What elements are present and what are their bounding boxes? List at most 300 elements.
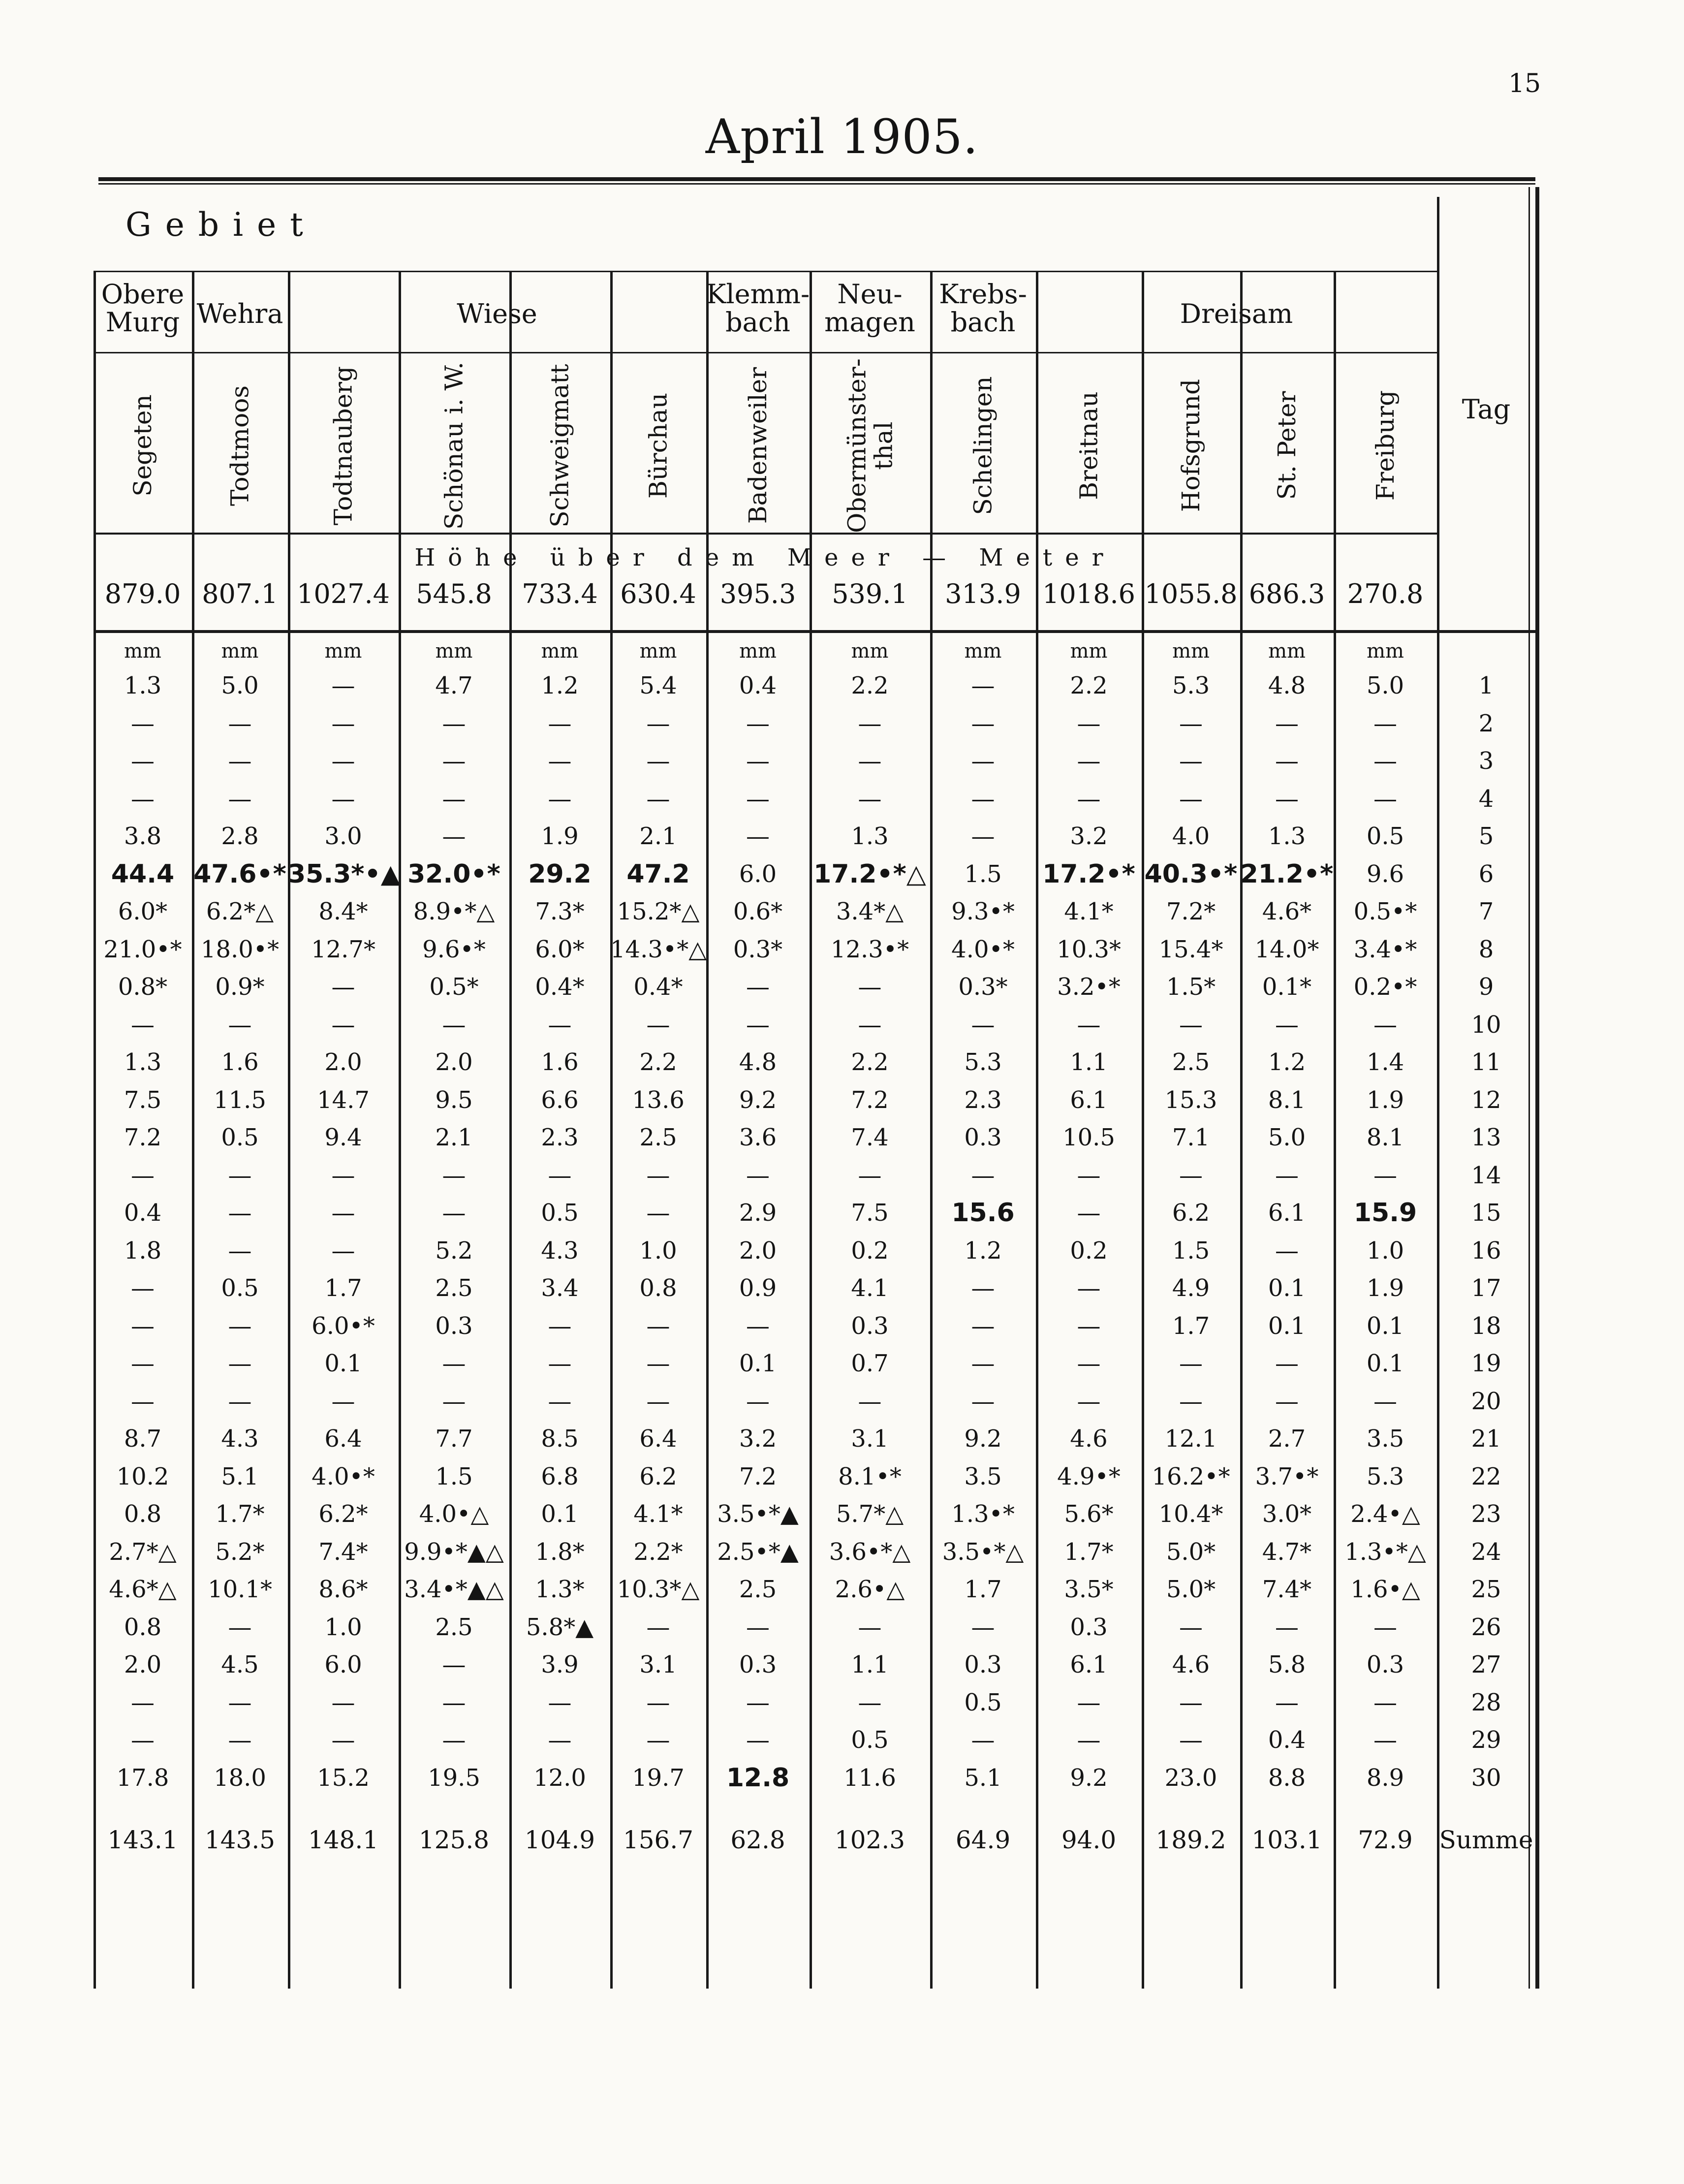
cell-value: — (646, 1688, 670, 1716)
table-row (94, 1609, 1535, 1646)
cell-value: 0.3 (435, 1312, 473, 1340)
cell-value: — (1373, 1726, 1397, 1754)
unit-label: mm (541, 640, 579, 663)
cell-value: — (746, 1011, 770, 1039)
day-number: 24 (1471, 1538, 1501, 1566)
cell-value: 2.0 (435, 1048, 473, 1076)
cell-value: 2.5 (1172, 1048, 1210, 1076)
cell-value: 5.6* (1064, 1500, 1114, 1528)
cell-value: 1.3 (1268, 823, 1306, 850)
cell-value: 6.0* (535, 935, 585, 963)
cell-value: 47.6•* (193, 859, 286, 889)
day-number: 1 (1478, 672, 1494, 699)
cell-value: 1.6 (221, 1048, 259, 1076)
cell-value: — (858, 1011, 882, 1039)
cell-value: 9.3•* (951, 898, 1015, 925)
cell-value: — (228, 1199, 252, 1227)
cell-value: 9.6•* (422, 935, 486, 963)
cell-value: 1.8 (124, 1236, 162, 1265)
cell-value: 6.6 (541, 1086, 579, 1114)
cell-value: — (971, 1312, 995, 1340)
column-rule (1036, 271, 1038, 1989)
day-number: 29 (1471, 1726, 1501, 1754)
cell-value: — (858, 785, 882, 813)
cell-value: 4.0•△ (419, 1500, 489, 1528)
cell-value: 15.9 (1353, 1198, 1417, 1228)
cell-value: — (646, 1312, 670, 1340)
cell-value: — (331, 1011, 355, 1039)
cell-value: — (1373, 709, 1397, 737)
cell-value: — (971, 823, 995, 850)
hoehe-label: Höhe über dem Meer — Meter (414, 544, 1116, 571)
cell-value: 0.9* (215, 973, 265, 1001)
cell-value: — (131, 1161, 155, 1189)
day-number: 4 (1478, 785, 1494, 813)
cell-value: — (646, 1726, 670, 1754)
unit-label: mm (1367, 640, 1404, 663)
cell-value: 5.1 (221, 1462, 259, 1490)
cell-value: 0.1* (1262, 973, 1312, 1001)
table-row (94, 1119, 1535, 1156)
cell-value: — (331, 1387, 355, 1415)
cell-value: — (746, 973, 770, 1001)
station-name: Breitnau (1074, 391, 1103, 500)
cell-value: 15.2*△ (617, 898, 700, 925)
cell-value: — (971, 1387, 995, 1415)
cell-value: 47.2 (626, 859, 690, 889)
cell-value: 6.8 (541, 1462, 579, 1490)
cell-value: 4.9•* (1057, 1462, 1121, 1490)
cell-value: — (442, 1688, 466, 1716)
cell-value: — (1179, 1350, 1203, 1377)
cell-value: — (746, 1161, 770, 1189)
cell-value: 11.5 (214, 1086, 266, 1114)
cell-value: 15.4* (1158, 935, 1223, 963)
cell-value: 7.5 (851, 1199, 889, 1227)
cell-value: — (228, 747, 252, 775)
cell-value: 0.5•* (1353, 898, 1417, 925)
cell-value: 2.2 (851, 1048, 889, 1076)
table-row (94, 1269, 1535, 1307)
cell-value: 23.0 (1164, 1764, 1217, 1792)
cell-value: — (1179, 1387, 1203, 1415)
cell-value: — (858, 1688, 882, 1716)
unit-label: mm (324, 640, 362, 663)
unit-label: mm (1172, 640, 1210, 663)
cell-value: 1.3•* (951, 1500, 1015, 1528)
cell-value: 12.3•* (830, 935, 909, 963)
cell-value: 3.1 (851, 1425, 889, 1453)
table-row (94, 1495, 1535, 1533)
cell-value: 3.5 (1366, 1425, 1404, 1453)
day-number: 20 (1471, 1387, 1501, 1415)
cell-value: 14.0* (1254, 935, 1319, 963)
cell-value: — (971, 1726, 995, 1754)
cell-value: 0.8* (118, 973, 168, 1001)
cell-value: 12.7* (311, 935, 375, 963)
cell-value: 0.4* (535, 973, 585, 1001)
cell-value: — (646, 1199, 670, 1227)
cell-value: — (228, 1688, 252, 1716)
cell-value: 3.2•* (1057, 973, 1121, 1001)
day-number: 27 (1471, 1651, 1501, 1678)
cell-value: 2.1 (435, 1124, 473, 1151)
table-row (94, 1684, 1535, 1721)
cell-value: — (228, 785, 252, 813)
cell-value: — (131, 1011, 155, 1039)
day-number: 22 (1471, 1462, 1501, 1490)
cell-value: 9.9•*▲△ (404, 1538, 504, 1566)
day-number: 2 (1478, 709, 1494, 737)
cell-value: — (1179, 1161, 1203, 1189)
cell-value: 1.3 (124, 1048, 162, 1076)
cell-value: 1.3 (124, 672, 162, 699)
day-number: 18 (1471, 1312, 1501, 1340)
cell-value: 1.6•△ (1350, 1576, 1420, 1603)
day-number: 3 (1478, 747, 1494, 775)
cell-value: 0.1 (1366, 1312, 1404, 1340)
table-row (94, 855, 1535, 893)
cell-value: 0.3 (739, 1651, 777, 1678)
cell-value: — (971, 1274, 995, 1302)
column-rule (94, 271, 96, 1989)
cell-value: — (548, 1387, 572, 1415)
cell-value: — (228, 1350, 252, 1377)
cell-value: — (548, 747, 572, 775)
day-number: 17 (1471, 1274, 1501, 1302)
cell-value: 4.1* (633, 1500, 683, 1528)
cell-value: 9.2 (964, 1425, 1002, 1453)
cell-value: — (331, 1236, 355, 1265)
group-header: Obere Murg (101, 279, 185, 338)
table-row (94, 1420, 1535, 1457)
station-name: Schweigmatt (545, 363, 574, 528)
cell-value: 3.4 (541, 1274, 579, 1302)
cell-value: 0.7 (851, 1350, 889, 1377)
cell-value: 7.7 (435, 1425, 473, 1453)
day-number: 26 (1471, 1613, 1501, 1641)
cell-value: 10.1* (208, 1576, 272, 1603)
cell-value: 5.0 (1268, 1124, 1306, 1151)
cell-value: 4.8 (739, 1048, 777, 1076)
cell-value: 2.9 (739, 1199, 777, 1227)
cell-value: — (746, 785, 770, 813)
cell-value: — (1373, 785, 1397, 813)
station-name: Bürchau (644, 392, 672, 499)
cell-value: 1.3 (851, 823, 889, 850)
cell-value: — (1275, 1387, 1299, 1415)
cell-value: — (971, 1011, 995, 1039)
cell-value: 0.2•* (1353, 973, 1417, 1001)
cell-value: 6.1 (1268, 1199, 1306, 1227)
cell-value: — (442, 1350, 466, 1377)
cell-value: — (1373, 747, 1397, 775)
cell-value: — (746, 709, 770, 737)
cell-value: 0.3 (1070, 1613, 1108, 1641)
cell-value: 0.1 (1268, 1274, 1306, 1302)
cell-value: 3.1 (639, 1651, 677, 1678)
cell-value: 11.6 (843, 1764, 896, 1792)
cell-value: 1.5 (1172, 1236, 1210, 1265)
cell-value: 2.5 (435, 1274, 473, 1302)
cell-value: 4.0•* (951, 935, 1015, 963)
cell-value: 1.5 (964, 860, 1002, 888)
day-number: 6 (1478, 860, 1494, 888)
cell-value: 1.1 (1070, 1048, 1108, 1076)
cell-value: 0.3* (958, 973, 1008, 1001)
cell-value: 4.7* (1262, 1538, 1312, 1566)
table-row (94, 1533, 1535, 1571)
cell-value: — (331, 1726, 355, 1754)
cell-value: 4.6*△ (109, 1576, 177, 1603)
cell-value: 40.3•* (1144, 859, 1238, 889)
cell-value: — (746, 1613, 770, 1641)
cell-value: 8.1 (1366, 1124, 1404, 1151)
station-elevation: 807.1 (202, 578, 278, 609)
cell-value: 16.2•* (1152, 1462, 1230, 1490)
cell-value: 0.5* (429, 973, 479, 1001)
cell-value: 7.4* (1262, 1576, 1312, 1603)
table-row (94, 1458, 1535, 1495)
cell-value: 2.3 (964, 1086, 1002, 1114)
cell-value: 2.6•△ (835, 1576, 905, 1603)
cell-value: 3.7•* (1255, 1462, 1319, 1490)
cell-value: 0.8 (124, 1613, 162, 1641)
cell-value: — (1373, 1161, 1397, 1189)
cell-value: 6.2* (318, 1500, 368, 1528)
cell-value: 0.5 (964, 1688, 1002, 1716)
cell-value: 21.0•* (103, 935, 182, 963)
cell-value: — (646, 709, 670, 737)
cell-value: — (746, 1688, 770, 1716)
cell-value: — (442, 1199, 466, 1227)
cell-value: 1.4 (1366, 1048, 1404, 1076)
cell-value: — (131, 785, 155, 813)
table-row (94, 1383, 1535, 1420)
cell-value: — (131, 1274, 155, 1302)
page-number: 15 (1508, 69, 1541, 98)
cell-value: 14.7 (317, 1086, 370, 1114)
cell-value: 6.2*△ (206, 898, 274, 925)
cell-value: 6.4 (639, 1425, 677, 1453)
cell-value: 7.2 (124, 1124, 162, 1151)
cell-value: 1.2 (541, 672, 579, 699)
cell-value: 4.6 (1070, 1425, 1108, 1453)
cell-value: 3.5•*△ (942, 1538, 1024, 1566)
precipitation-table (94, 177, 1535, 1989)
cell-value: — (1077, 709, 1101, 737)
cell-value: — (1077, 747, 1101, 775)
cell-value: 7.5 (124, 1086, 162, 1114)
cell-value: — (1275, 747, 1299, 775)
cell-value: 0.5 (541, 1199, 579, 1227)
cell-value: — (971, 1613, 995, 1641)
table-row (94, 818, 1535, 855)
cell-value: 0.3 (964, 1651, 1002, 1678)
table-row (94, 742, 1535, 780)
summe-label: Summe (1439, 1826, 1533, 1854)
cell-value: 8.4* (318, 898, 368, 925)
summe-value: 104.9 (524, 1826, 595, 1854)
cell-value: 5.2 (435, 1236, 473, 1265)
cell-value: 6.2 (639, 1462, 677, 1490)
column-rule (610, 271, 613, 1989)
cell-value: — (228, 1236, 252, 1265)
column-rule (1334, 271, 1336, 1989)
day-number: 14 (1471, 1161, 1501, 1189)
cell-value: — (971, 747, 995, 775)
column-rule (1142, 271, 1144, 1989)
cell-value: 7.3* (535, 898, 585, 925)
cell-value: — (746, 1312, 770, 1340)
table-row (94, 667, 1535, 704)
unit-label: mm (221, 640, 259, 663)
cell-value: — (548, 1350, 572, 1377)
day-number: 23 (1471, 1500, 1501, 1528)
cell-value: — (331, 672, 355, 699)
column-rule (1240, 271, 1243, 1989)
unit-label: mm (964, 640, 1002, 663)
cell-value: 19.7 (632, 1764, 685, 1792)
cell-value: 1.5* (1166, 973, 1216, 1001)
cell-value: 7.1 (1172, 1124, 1210, 1151)
cell-value: — (548, 1011, 572, 1039)
summe-value: 148.1 (308, 1826, 379, 1854)
table-row (94, 1345, 1535, 1382)
group-header: Krebs-bach (939, 279, 1027, 338)
group-header: Wehra (196, 298, 283, 329)
group-header: Wiese (457, 298, 537, 329)
cell-value: 1.0 (639, 1236, 677, 1265)
cell-value: — (331, 973, 355, 1001)
day-number: 13 (1471, 1124, 1501, 1151)
cell-value: — (971, 1350, 995, 1377)
unit-label: mm (124, 640, 161, 663)
cell-value: — (1275, 709, 1299, 737)
cell-value: 44.4 (111, 859, 175, 889)
cell-value: — (442, 1011, 466, 1039)
cell-value: — (1077, 1350, 1101, 1377)
cell-value: 6.1 (1070, 1651, 1108, 1678)
cell-value: 2.0 (324, 1048, 362, 1076)
summe-value: 72.9 (1358, 1826, 1413, 1854)
cell-value: 7.2 (851, 1086, 889, 1114)
cell-value: 4.5 (221, 1651, 259, 1678)
unit-label: mm (639, 640, 677, 663)
cell-value: 3.6•*△ (829, 1538, 911, 1566)
summe-value: 143.1 (107, 1826, 178, 1854)
cell-value: — (228, 1312, 252, 1340)
station-name: Todtmoos (225, 385, 254, 506)
cell-value: — (1077, 1274, 1101, 1302)
cell-value: 2.2 (851, 672, 889, 699)
cell-value: 0.4 (739, 672, 777, 699)
cell-value: — (746, 1726, 770, 1754)
column-rule (930, 271, 933, 1989)
cell-value: — (228, 709, 252, 737)
cell-value: 2.1 (639, 823, 677, 850)
cell-value: — (1077, 1387, 1101, 1415)
cell-value: — (548, 1312, 572, 1340)
table-row (94, 1721, 1535, 1759)
cell-value: 4.3 (221, 1425, 259, 1453)
cell-value: — (646, 1161, 670, 1189)
cell-value: 1.6 (541, 1048, 579, 1076)
cell-value: — (331, 785, 355, 813)
cell-value: 35.3*•▲ (288, 859, 401, 889)
cell-value: — (646, 1387, 670, 1415)
group-header: Dreisam (1180, 298, 1293, 329)
cell-value: 1.9 (541, 823, 579, 850)
station-elevation: 313.9 (945, 578, 1021, 609)
cell-value: 7.2 (739, 1462, 777, 1490)
cell-value: — (131, 747, 155, 775)
table-row (94, 893, 1535, 930)
day-number: 12 (1471, 1086, 1501, 1114)
day-number: 19 (1471, 1350, 1501, 1377)
cell-value: 3.4*△ (836, 898, 904, 925)
cell-value: 1.0 (1366, 1236, 1404, 1265)
cell-value: 10.3* (1057, 935, 1121, 963)
cell-value: 2.5 (739, 1576, 777, 1603)
station-elevation: 733.4 (522, 578, 598, 609)
station-elevation: 1055.8 (1144, 578, 1238, 609)
unit-label: mm (851, 640, 889, 663)
cell-value: 3.0 (324, 823, 362, 850)
unit-label: mm (1070, 640, 1108, 663)
table-row (94, 968, 1535, 1006)
cell-value: — (131, 709, 155, 737)
cell-value: — (1179, 1688, 1203, 1716)
cell-value: 6.4 (324, 1425, 362, 1453)
cell-value: 3.8 (124, 823, 162, 850)
cell-value: 2.5 (435, 1613, 473, 1641)
cell-value: — (442, 785, 466, 813)
day-number: 10 (1471, 1011, 1501, 1039)
table-row (94, 780, 1535, 818)
station-name: Badenweiler (744, 367, 772, 524)
cell-value: 7.4* (318, 1538, 368, 1566)
cell-value: 5.3 (1366, 1462, 1404, 1490)
cell-value: 15.3 (1164, 1086, 1217, 1114)
cell-value: — (1373, 1011, 1397, 1039)
cell-value: 2.2 (1070, 672, 1108, 699)
unit-label: mm (1268, 640, 1306, 663)
cell-value: 4.8 (1268, 672, 1306, 699)
station-name: Schelingen (968, 376, 997, 515)
cell-value: — (746, 747, 770, 775)
station-name: Freiburg (1371, 390, 1400, 501)
cell-value: 14.3•*△ (610, 935, 707, 963)
day-number: 25 (1471, 1576, 1501, 1603)
day-number: 9 (1478, 973, 1494, 1001)
cell-value: 3.5* (1064, 1576, 1114, 1603)
table-row (94, 1006, 1535, 1044)
group-header: Neu-magen (824, 279, 915, 338)
cell-value: — (1077, 1199, 1101, 1227)
cell-value: — (228, 1387, 252, 1415)
cell-value: 7.4 (851, 1124, 889, 1151)
column-rule (288, 271, 290, 1989)
cell-value: 4.1* (1064, 898, 1114, 925)
cell-value: 0.1 (1268, 1312, 1306, 1340)
cell-value: — (331, 1199, 355, 1227)
cell-value: — (746, 1387, 770, 1415)
cell-value: 0.1 (541, 1500, 579, 1528)
cell-value: 9.2 (1070, 1764, 1108, 1792)
cell-value: 17.8 (116, 1764, 169, 1792)
column-rule (706, 271, 709, 1989)
